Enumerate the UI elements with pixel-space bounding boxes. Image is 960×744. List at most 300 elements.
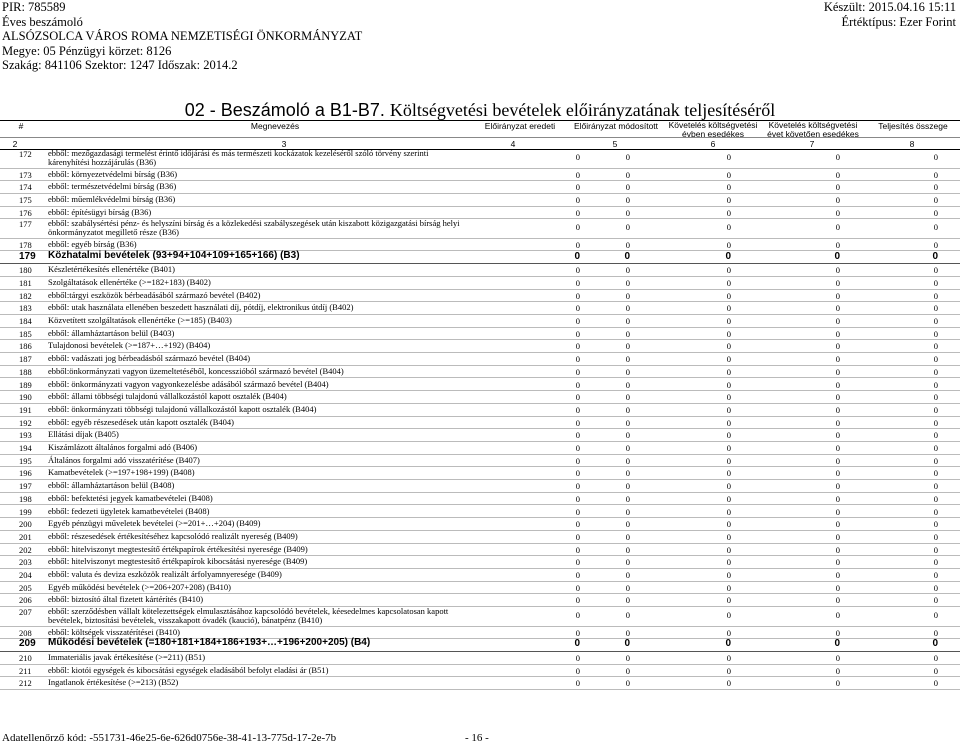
row-label: ebből: hitelviszonyt megtestesítő értékpapírok értékesítési nyeresége (B409) (48, 543, 308, 554)
row-value-col-4: 0 (575, 222, 580, 233)
row-value-col-6: 0 (726, 544, 731, 555)
row-label: Működési bevételek (=180+181+184+186+193+…+196+200+205) (B4) (48, 637, 371, 649)
row-value-col-8: 0 (933, 207, 938, 218)
row-value-col-4: 0 (575, 570, 580, 580)
row-value-col-6: 0 (726, 239, 731, 250)
table-row (0, 479, 960, 493)
row-value-col-4: 0 (575, 653, 580, 663)
row-value-col-6: 0 (726, 316, 731, 326)
row-value-col-8: 0 (933, 222, 938, 233)
row-value-col-4: 0 (575, 207, 580, 218)
row-value-col-7: 0 (835, 379, 840, 390)
row-value-col-4: 0 (575, 379, 580, 390)
county-info: Megye: 05 Pénzügyi körzet: 8126 (2, 43, 172, 58)
title-part-1: 02 - Beszámoló a B1-B7. (184, 100, 385, 120)
row-value-col-7: 0 (834, 250, 840, 262)
table-row (0, 664, 960, 678)
row-value-col-4: 0 (575, 290, 580, 301)
col-mod-estimate: Előirányzat módosított (573, 121, 659, 131)
row-number: 185 (19, 328, 32, 339)
table-row (0, 568, 960, 582)
row-value-col-8: 0 (933, 544, 938, 555)
row-label: ebből: fedezeti ügyletek kamatbevételei (B408) (48, 505, 210, 516)
col-hash: # (18, 121, 24, 131)
row-value-col-6: 0 (726, 627, 731, 638)
row-label: ebből: hitelviszonyt megtestesítő értékpapírok kibocsátási nyeresége (B409) (48, 556, 308, 567)
row-value-col-7: 0 (835, 341, 840, 352)
row-value-col-5: 0 (625, 207, 630, 218)
row-value-col-6: 0 (726, 678, 731, 689)
row-value-col-6: 0 (726, 455, 731, 466)
row-number: 205 (19, 582, 32, 593)
row-number: 191 (19, 404, 32, 415)
row-value-col-5: 0 (625, 316, 630, 326)
row-value-col-5: 0 (624, 250, 630, 262)
row-value-col-7: 0 (835, 519, 840, 530)
row-label: Ellátási díjak (B405) (48, 429, 119, 440)
col-orig-estimate: Előirányzat eredeti (484, 121, 556, 131)
table-row (0, 543, 960, 557)
row-value-col-7: 0 (835, 194, 840, 205)
row-value-col-5: 0 (625, 493, 630, 504)
row-value-col-5: 0 (625, 379, 630, 390)
row-value-col-5: 0 (625, 665, 630, 676)
title-part-2: Költségvetési bevételek előirányzatának teljesítéséről (389, 100, 776, 120)
table-row (0, 301, 960, 315)
table-row (0, 676, 960, 690)
table-row (0, 390, 960, 404)
row-label: ebből: természetvédelmi bírság (B36) (48, 181, 177, 192)
row-value-col-8: 0 (933, 468, 938, 479)
table-row (0, 638, 960, 652)
table-row (0, 314, 960, 328)
row-value-col-8: 0 (933, 303, 938, 314)
table-row (0, 466, 960, 480)
row-value-col-8: 0 (933, 316, 938, 326)
row-value-col-6: 0 (726, 595, 731, 606)
row-value-col-7: 0 (835, 443, 840, 453)
row-value-col-6: 0 (726, 366, 731, 377)
row-value-col-8: 0 (933, 392, 938, 403)
report-type: Éves beszámoló (2, 14, 83, 29)
row-value-col-4: 0 (575, 678, 580, 689)
row-value-col-8: 0 (933, 169, 938, 180)
row-value-col-8: 0 (933, 665, 938, 676)
row-value-col-8: 0 (933, 152, 938, 162)
row-number: 200 (19, 519, 32, 530)
row-label: Tulajdonosi bevételek (>=187+…+192) (B404) (48, 340, 211, 351)
row-value-col-8: 0 (933, 354, 938, 365)
row-number: 173 (19, 169, 32, 180)
row-value-col-6: 0 (726, 207, 731, 218)
row-number: 192 (19, 417, 32, 428)
row-value-col-5: 0 (625, 303, 630, 314)
row-value-col-8: 0 (933, 443, 938, 453)
row-label: Kiszámlázott általános forgalmi adó (B406) (48, 442, 198, 452)
verification-code: Adatellenőrző kód: -551731-46e25-6e-626d0756e-38-41-13-775d-17-2e-7b (2, 732, 337, 744)
row-value-col-4: 0 (575, 354, 580, 365)
row-value-col-7: 0 (835, 653, 840, 663)
row-number: 206 (19, 595, 32, 606)
row-value-col-7: 0 (835, 610, 840, 621)
row-number: 196 (19, 468, 32, 479)
row-value-col-5: 0 (625, 627, 630, 638)
row-value-col-4: 0 (575, 443, 580, 453)
row-value-col-6: 0 (726, 303, 731, 314)
colnum-6: 6 (710, 139, 716, 149)
value-type: Értéktípus: Ezer Forint (841, 14, 956, 29)
row-label: ebből:tárgyi eszközök bérbeadásából származó bevétel (B402) (48, 289, 261, 300)
row-label: ebből: államháztartáson belül (B408) (48, 480, 175, 491)
row-number: 202 (19, 544, 32, 555)
row-value-col-5: 0 (625, 455, 630, 466)
row-value-col-8: 0 (933, 328, 938, 339)
row-value-col-6: 0 (726, 152, 731, 162)
row-value-col-6: 0 (726, 665, 731, 676)
row-value-col-4: 0 (575, 328, 580, 339)
row-value-col-4: 0 (575, 417, 580, 428)
row-value-col-5: 0 (625, 443, 630, 453)
row-value-col-6: 0 (726, 519, 731, 530)
row-value-col-6: 0 (726, 468, 731, 479)
row-value-col-6: 0 (725, 638, 731, 650)
row-value-col-8: 0 (933, 627, 938, 638)
table-row (0, 218, 960, 239)
row-value-col-8: 0 (933, 430, 938, 441)
row-label: ebből: részesedések értékesítéséhez kapcsolódó realizált nyereség (B409) (48, 530, 298, 541)
page-title (0, 100, 960, 120)
row-value-col-7: 0 (835, 595, 840, 606)
row-value-col-5: 0 (625, 430, 630, 441)
row-value-col-8: 0 (932, 250, 938, 262)
colnum-4: 4 (510, 139, 516, 149)
row-value-col-8: 0 (933, 493, 938, 504)
row-number: 193 (19, 430, 32, 441)
row-value-col-4: 0 (575, 316, 580, 326)
row-value-col-4: 0 (575, 627, 580, 638)
row-value-col-7: 0 (835, 665, 840, 676)
row-value-col-8: 0 (933, 531, 938, 542)
row-number: 190 (19, 392, 32, 403)
row-label: ebből:önkormányzati vagyon üzemeltetéséből, koncesszióból származó bevétel (B404) (48, 365, 344, 376)
row-value-col-5: 0 (625, 404, 630, 415)
row-value-col-4: 0 (575, 277, 580, 288)
row-number: 207 (19, 607, 32, 618)
table-row (0, 416, 960, 430)
row-value-col-6: 0 (725, 250, 731, 262)
table-row (0, 651, 960, 665)
row-value-col-4: 0 (575, 194, 580, 205)
row-label: ebből: önkormányzati többségi tulajdonú vállalkozástól kapott osztalék (B404) (48, 403, 317, 414)
row-value-col-4: 0 (575, 610, 580, 621)
table-row (0, 593, 960, 607)
row-value-col-4: 0 (575, 404, 580, 415)
table-row (0, 339, 960, 353)
row-value-col-5: 0 (625, 277, 630, 288)
row-value-col-5: 0 (625, 366, 630, 377)
row-value-col-8: 0 (933, 290, 938, 301)
row-label: Kamatbevételek (>=197+198+199) (B408) (48, 467, 195, 478)
row-label: ebből: mezőgazdasági termelést érintő időjárási és más természeti kockázatok kezeléséről szóló törvény szerinti kárenyhítési hozzájárulás (B36) (48, 148, 429, 167)
row-value-col-4: 0 (575, 468, 580, 479)
row-label: ebből: egyéb bírság (B36) (48, 238, 137, 249)
row-label: Közvetített szolgáltatások ellenértéke (>=185) (B403) (48, 315, 232, 325)
row-value-col-8: 0 (933, 653, 938, 663)
table-row (0, 276, 960, 290)
row-number: 189 (19, 379, 32, 390)
row-value-col-6: 0 (726, 570, 731, 580)
row-label: ebből: önkormányzati vagyon vagyonkezelésbe adásából származó bevétel (B404) (48, 378, 329, 389)
row-value-col-6: 0 (726, 182, 731, 193)
sector-info: Szakág: 841106 Szektor: 1247 Időszak: 2014.2 (2, 58, 238, 72)
row-value-col-8: 0 (933, 182, 938, 193)
table-row (0, 180, 960, 194)
row-value-col-4: 0 (574, 250, 580, 262)
row-label: ebből: környezetvédelmi bírság (B36) (48, 168, 178, 179)
row-value-col-4: 0 (575, 239, 580, 250)
row-value-col-5: 0 (625, 265, 630, 276)
row-value-col-7: 0 (835, 493, 840, 504)
row-value-col-8: 0 (933, 455, 938, 466)
row-value-col-5: 0 (625, 169, 630, 180)
row-value-col-4: 0 (575, 595, 580, 606)
row-label: ebből: befektetési jegyek kamatbevételei (B408) (48, 492, 213, 503)
row-number: 180 (19, 265, 32, 276)
row-number: 198 (19, 493, 32, 504)
row-value-col-6: 0 (726, 557, 731, 568)
table-row (0, 251, 960, 265)
row-value-col-8: 0 (933, 595, 938, 606)
row-value-col-8: 0 (933, 239, 938, 250)
row-value-col-5: 0 (625, 328, 630, 339)
row-value-col-5: 0 (625, 239, 630, 250)
row-value-col-7: 0 (835, 678, 840, 689)
row-value-col-4: 0 (575, 557, 580, 568)
row-label: ebből: költségek visszatérítései (B410) (48, 626, 180, 637)
row-label: ebből: utak használata ellenében beszedett használati díj, pótdíj, elektronikus útdíj (B402) (48, 302, 354, 313)
row-value-col-8: 0 (933, 519, 938, 530)
row-number: 177 (19, 219, 32, 230)
row-value-col-7: 0 (835, 404, 840, 415)
row-value-col-6: 0 (726, 493, 731, 504)
row-value-col-4: 0 (575, 152, 580, 162)
row-value-col-4: 0 (575, 519, 580, 530)
col-name: Megnevezés (250, 121, 300, 131)
table-row (0, 365, 960, 379)
row-value-col-7: 0 (835, 455, 840, 466)
row-value-col-6: 0 (726, 610, 731, 621)
row-value-col-8: 0 (933, 366, 938, 377)
row-value-col-4: 0 (574, 638, 580, 650)
colnum-7: 7 (809, 139, 815, 149)
row-value-col-5: 0 (625, 653, 630, 663)
row-value-col-7: 0 (835, 392, 840, 403)
table-row (0, 148, 960, 169)
row-number: 203 (19, 557, 32, 568)
row-number: 210 (19, 653, 32, 663)
row-value-col-5: 0 (625, 182, 630, 193)
row-value-col-5: 0 (625, 678, 630, 689)
row-value-col-8: 0 (933, 194, 938, 205)
row-value-col-5: 0 (625, 392, 630, 403)
row-value-col-8: 0 (933, 678, 938, 689)
row-value-col-4: 0 (575, 531, 580, 542)
row-value-col-6: 0 (726, 290, 731, 301)
row-value-col-6: 0 (726, 404, 731, 415)
table-row (0, 193, 960, 207)
row-number: 208 (19, 627, 32, 638)
row-value-col-6: 0 (726, 582, 731, 593)
table-row (0, 327, 960, 341)
table-row (0, 441, 960, 455)
row-value-col-6: 0 (726, 265, 731, 276)
page-footer (2, 732, 489, 744)
row-value-col-7: 0 (835, 506, 840, 517)
row-value-col-4: 0 (575, 265, 580, 276)
row-value-col-8: 0 (933, 277, 938, 288)
table-row (0, 378, 960, 392)
row-number: 175 (19, 194, 32, 205)
row-value-col-4: 0 (575, 455, 580, 466)
col-claim-current-year: Követelés költségvetési évben esedékes (668, 120, 758, 139)
row-value-col-8: 0 (933, 506, 938, 517)
row-number: 187 (19, 354, 32, 365)
row-value-col-8: 0 (933, 481, 938, 492)
table-row (0, 403, 960, 417)
table-row (0, 352, 960, 366)
created-timestamp: Készült: 2015.04.16 15:11 (823, 0, 956, 14)
row-value-col-6: 0 (726, 194, 731, 205)
colnum-3: 3 (281, 139, 287, 149)
pir-label: PIR: 785589 (2, 0, 66, 14)
row-value-col-8: 0 (933, 417, 938, 428)
row-value-col-4: 0 (575, 341, 580, 352)
row-value-col-4: 0 (575, 169, 580, 180)
row-label: ebből: kiotói egységek és kibocsátási egységek eladásából befolyt eladási ár (B51) (48, 664, 329, 675)
row-value-col-5: 0 (625, 152, 630, 162)
table-row (0, 168, 960, 182)
row-value-col-7: 0 (835, 303, 840, 314)
row-value-col-6: 0 (726, 277, 731, 288)
row-value-col-7: 0 (835, 277, 840, 288)
row-value-col-5: 0 (625, 354, 630, 365)
row-value-col-5: 0 (625, 194, 630, 205)
row-value-col-5: 0 (625, 582, 630, 593)
row-value-col-7: 0 (835, 544, 840, 555)
row-value-col-7: 0 (835, 169, 840, 180)
row-number: 183 (19, 303, 32, 314)
row-number: 176 (19, 207, 32, 218)
row-value-col-5: 0 (625, 519, 630, 530)
row-value-col-8: 0 (933, 557, 938, 568)
table-row (0, 263, 960, 277)
colnum-8: 8 (909, 139, 915, 149)
row-value-col-4: 0 (575, 665, 580, 676)
row-value-col-6: 0 (726, 392, 731, 403)
table-row (0, 581, 960, 595)
row-number: 188 (19, 366, 32, 377)
organization-name: ALSÓZSOLCA VÁROS ROMA NEMZETISÉGI ÖNKORMÁNYZAT (2, 29, 363, 43)
row-number: 186 (19, 341, 32, 352)
row-number: 178 (19, 239, 32, 250)
row-label: Immateriális javak értékesítése (>=211) (B51) (48, 652, 206, 662)
row-value-col-7: 0 (835, 430, 840, 441)
row-value-col-5: 0 (625, 417, 630, 428)
row-value-col-7: 0 (835, 627, 840, 638)
row-label: Közhatalmi bevételek (93+94+104+109+165+166) (B3) (48, 249, 300, 261)
row-value-col-5: 0 (624, 638, 630, 650)
row-value-col-4: 0 (575, 493, 580, 504)
row-value-col-7: 0 (835, 468, 840, 479)
row-label: Általános forgalmi adó visszatérítése (B407) (48, 454, 200, 465)
row-number: 197 (19, 481, 32, 492)
row-value-col-5: 0 (625, 531, 630, 542)
row-number: 182 (19, 290, 32, 301)
row-value-col-6: 0 (726, 379, 731, 390)
row-value-col-8: 0 (933, 404, 938, 415)
row-number: 174 (19, 182, 32, 193)
row-value-col-4: 0 (575, 544, 580, 555)
row-number: 195 (19, 455, 32, 466)
row-label: ebből: valuta és deviza eszközök realizált árfolyamnyeresége (B409) (48, 569, 282, 579)
row-label: ebből: egyéb részesedések után kapott osztalék (B404) (48, 416, 234, 427)
report-header-right (824, 0, 956, 29)
row-number: 181 (19, 277, 32, 288)
row-value-col-7: 0 (835, 328, 840, 339)
row-value-col-7: 0 (835, 582, 840, 593)
row-value-col-7: 0 (835, 417, 840, 428)
row-value-col-7: 0 (835, 182, 840, 193)
row-value-col-5: 0 (625, 341, 630, 352)
row-label: Egyéb működési bevételek (>=206+207+208) (B410) (48, 581, 231, 592)
table-row (0, 505, 960, 519)
row-value-col-4: 0 (575, 392, 580, 403)
row-value-col-7: 0 (835, 354, 840, 365)
row-value-col-7: 0 (835, 207, 840, 218)
row-value-col-6: 0 (726, 417, 731, 428)
row-value-col-8: 0 (933, 341, 938, 352)
row-label: Ingatlanok értékesítése (>=213) (B52) (48, 677, 179, 688)
row-label: ebből: műemlékvédelmi bírság (B36) (48, 193, 176, 204)
row-number: 201 (19, 531, 32, 542)
row-value-col-5: 0 (625, 610, 630, 621)
row-value-col-5: 0 (625, 570, 630, 580)
row-value-col-4: 0 (575, 430, 580, 441)
row-label: Készletértékesítés ellenértéke (B401) (48, 264, 175, 275)
row-number: 209 (19, 638, 36, 650)
row-value-col-8: 0 (933, 379, 938, 390)
table-row (0, 530, 960, 544)
row-value-col-5: 0 (625, 595, 630, 606)
row-value-col-8: 0 (932, 638, 938, 650)
table-row (0, 428, 960, 442)
row-value-col-6: 0 (726, 222, 731, 233)
colnum-2: 2 (12, 139, 18, 149)
row-value-col-7: 0 (835, 290, 840, 301)
row-value-col-8: 0 (933, 582, 938, 593)
row-value-col-7: 0 (835, 557, 840, 568)
row-value-col-7: 0 (835, 152, 840, 162)
row-label: ebből: állami többségi tulajdonú vállalkozástól kapott osztalék (B404) (48, 391, 287, 402)
row-value-col-6: 0 (726, 653, 731, 663)
row-value-col-8: 0 (933, 265, 938, 276)
row-value-col-6: 0 (726, 169, 731, 180)
row-number: 211 (19, 665, 32, 676)
row-value-col-5: 0 (625, 290, 630, 301)
row-value-col-7: 0 (835, 531, 840, 542)
row-value-col-6: 0 (726, 341, 731, 352)
row-value-col-7: 0 (835, 316, 840, 326)
